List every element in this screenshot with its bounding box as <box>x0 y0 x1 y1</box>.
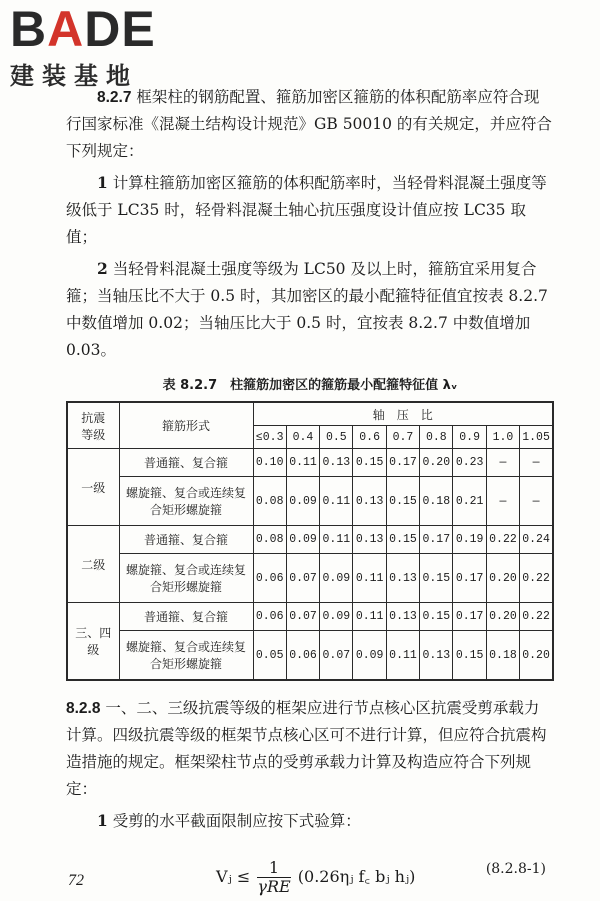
ratio-header-cell: 0.4 <box>286 426 319 449</box>
clause-number: 8.2.7 <box>97 89 132 106</box>
form-cell: 普通箍、复合箍 <box>119 449 253 477</box>
table-caption: 表 8.2.7 柱箍筋加密区的箍筋最小配箍特征值 λᵥ <box>162 378 458 393</box>
logo <box>10 1 180 91</box>
value-cell: 0.09 <box>353 631 386 681</box>
value-cell: 0.09 <box>320 603 353 631</box>
ratio-header-cell: 0.8 <box>420 426 453 449</box>
formula-8-2-8-1 <box>66 841 554 901</box>
clause-number: 8.2.8 <box>66 700 101 717</box>
value-cell: 0.11 <box>320 477 353 526</box>
value-cell: 0.15 <box>453 631 486 681</box>
fraction-denominator: γRE <box>257 877 291 896</box>
value-cell: 0.13 <box>353 477 386 526</box>
value-cell: 0.21 <box>453 477 486 526</box>
value-cell: 0.05 <box>253 631 286 681</box>
header-grade: 抗震等级 <box>67 402 119 449</box>
page-content <box>66 84 554 901</box>
clause-8-2-7-item-2 <box>66 255 554 364</box>
value-cell: 0.11 <box>353 554 386 603</box>
formula-lhs: Vⱼ ≤ <box>216 867 251 886</box>
value-cell: 0.17 <box>453 554 486 603</box>
page-number: 72 <box>68 872 84 889</box>
value-cell: 0.20 <box>420 449 453 477</box>
header-form: 箍筋形式 <box>119 402 253 449</box>
value-cell: — <box>486 449 519 477</box>
grade-cell: 三、四级 <box>67 603 119 681</box>
logo-wordmark: BADE <box>10 1 156 57</box>
value-cell: 0.08 <box>253 477 286 526</box>
value-cell: 0.06 <box>286 631 319 681</box>
header-axial-ratio: 轴 压 比 <box>253 402 553 426</box>
clause-text: 框架柱的钢筋配置、箍筋加密区箍筋的体积配筋率应符合现行国家标准《混凝土结构设计规范》GB 50010 的有关规定，并应符合下列规定： <box>66 88 552 160</box>
value-cell: — <box>520 449 553 477</box>
value-cell: 0.11 <box>320 526 353 554</box>
value-cell: 0.20 <box>486 603 519 631</box>
formula-body <box>216 859 415 896</box>
value-cell: — <box>520 477 553 526</box>
grade-cell: 一级 <box>67 449 119 526</box>
clause-8-2-7-item-1 <box>66 169 554 251</box>
value-cell: 0.06 <box>253 603 286 631</box>
table-header-row <box>67 402 553 426</box>
grade-cell: 二级 <box>67 526 119 603</box>
value-cell: 0.08 <box>253 526 286 554</box>
table-row <box>67 554 553 603</box>
formula-rhs: (0.26ηⱼ f꜀ bⱼ hⱼ) <box>297 867 416 886</box>
value-cell: 0.07 <box>286 603 319 631</box>
value-cell: 0.15 <box>386 526 419 554</box>
clause-text: 一、二、三级抗震等级的框架应进行节点核心区抗震受剪承载力计算。四级抗震等级的框架节点核心区可不进行计算，但应符合抗震构造措施的规定。框架梁柱节点的受剪承载力计算及构造应符合下列规定： <box>66 699 547 798</box>
value-cell: 0.15 <box>420 554 453 603</box>
value-cell: 0.10 <box>253 449 286 477</box>
value-cell: 0.06 <box>253 554 286 603</box>
item-text: 受剪的水平截面限制应按下式验算： <box>112 812 361 830</box>
ratio-header-cell: 0.7 <box>386 426 419 449</box>
item-text: 当轻骨料混凝土强度等级为 LC50 及以上时，箍筋宜采用复合箍；当轴压比不大于 0.5 时，其加密区的最小配箍特征值宜按表 8.2.7 中数值增加 0.02；当轴压比大于 0.5 时，宜按表 8.2.7 中数值增加 0.03。 <box>66 260 548 359</box>
logo-tagline: 建装基地 <box>10 62 138 90</box>
value-cell: 0.13 <box>386 554 419 603</box>
value-cell: 0.09 <box>320 554 353 603</box>
clause-8-2-7 <box>66 84 554 165</box>
value-cell: 0.15 <box>420 603 453 631</box>
table-row <box>67 477 553 526</box>
fraction-numerator: 1 <box>257 859 290 878</box>
clause-8-2-8 <box>66 695 554 803</box>
value-cell: 0.23 <box>453 449 486 477</box>
clause-8-2-8-item-1 <box>66 807 554 835</box>
value-cell: 0.20 <box>520 631 553 681</box>
ratio-header-cell: 0.6 <box>353 426 386 449</box>
ratio-header-cell: 1.05 <box>520 426 553 449</box>
value-cell: 0.22 <box>486 526 519 554</box>
value-cell: 0.07 <box>286 554 319 603</box>
item-number: 2 <box>97 259 108 278</box>
value-cell: 0.18 <box>420 477 453 526</box>
value-cell: 0.11 <box>286 449 319 477</box>
item-number: 1 <box>97 173 108 192</box>
value-cell: 0.11 <box>353 603 386 631</box>
value-cell: 0.24 <box>520 526 553 554</box>
value-cell: 0.18 <box>486 631 519 681</box>
value-cell: — <box>486 477 519 526</box>
value-cell: 0.11 <box>386 631 419 681</box>
table-row <box>67 526 553 554</box>
form-cell: 螺旋箍、复合或连续复合矩形螺旋箍 <box>119 554 253 603</box>
table-row <box>67 603 553 631</box>
ratio-header-cell: 0.9 <box>453 426 486 449</box>
ratio-header-cell: ≤0.3 <box>253 426 286 449</box>
form-cell: 普通箍、复合箍 <box>119 603 253 631</box>
value-cell: 0.07 <box>320 631 353 681</box>
value-cell: 0.22 <box>520 554 553 603</box>
value-cell: 0.22 <box>520 603 553 631</box>
ratio-header-cell: 0.5 <box>320 426 353 449</box>
ratio-header-cell: 1.0 <box>486 426 519 449</box>
stirrup-table <box>66 401 554 681</box>
value-cell: 0.09 <box>286 477 319 526</box>
form-cell: 螺旋箍、复合或连续复合矩形螺旋箍 <box>119 631 253 681</box>
value-cell: 0.13 <box>353 526 386 554</box>
table-row <box>67 449 553 477</box>
value-cell: 0.17 <box>386 449 419 477</box>
value-cell: 0.09 <box>286 526 319 554</box>
value-cell: 0.15 <box>386 477 419 526</box>
table-row <box>67 631 553 681</box>
value-cell: 0.15 <box>353 449 386 477</box>
value-cell: 0.20 <box>486 554 519 603</box>
form-cell: 螺旋箍、复合或连续复合矩形螺旋箍 <box>119 477 253 526</box>
value-cell: 0.19 <box>453 526 486 554</box>
value-cell: 0.17 <box>453 603 486 631</box>
formula-fraction <box>257 859 290 896</box>
value-cell: 0.17 <box>420 526 453 554</box>
item-text: 计算柱箍筋加密区箍筋的体积配筋率时，当轻骨料混凝土强度等级低于 LC35 时，轻骨料混凝土轴心抗压强度设计值应按 LC35 取值； <box>66 174 547 246</box>
equation-number: (8.2.8-1) <box>485 861 546 877</box>
item-number: 1 <box>97 811 108 830</box>
value-cell: 0.13 <box>320 449 353 477</box>
form-cell: 普通箍、复合箍 <box>119 526 253 554</box>
value-cell: 0.13 <box>420 631 453 681</box>
value-cell: 0.13 <box>386 603 419 631</box>
